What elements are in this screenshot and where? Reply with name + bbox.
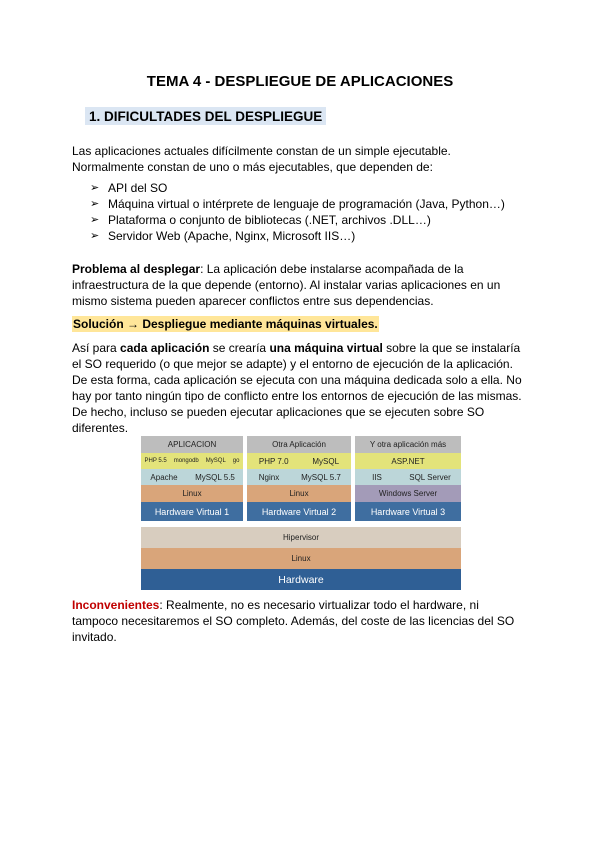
arrow-bullet-icon: ➢ — [90, 182, 100, 194]
intro-paragraph — [72, 143, 534, 175]
vm2-runtime-item: MySQL — [312, 456, 340, 466]
drawbacks-paragraph — [72, 597, 534, 645]
solution-line: De esta forma, cada aplicación se ejecuta con una máquina dedicada solo a ella. No — [72, 373, 522, 387]
list-item-text: Servidor Web (Apache, Nginx, Microsoft IIS…) — [108, 229, 356, 243]
solution-line-1 — [72, 340, 534, 356]
vm3-hardware: Hardware Virtual 3 — [355, 502, 461, 521]
drawbacks-line-1 — [72, 597, 534, 613]
drawbacks-label: Inconvenientes — [72, 598, 160, 612]
page-title: TEMA 4 - DESPLIEGUE DE APLICACIONES — [146, 73, 454, 90]
solution-highlight: Solución → Despliegue mediante máquinas virtuales. — [73, 317, 378, 331]
solution-heading — [72, 316, 534, 332]
vm2-hardware: Hardware Virtual 2 — [247, 502, 351, 521]
problem-line-1 — [72, 261, 534, 277]
drawbacks-line: invitado. — [72, 630, 117, 644]
solution-line: De hecho, incluso se pueden ejecutar aplicaciones que se ejecuten sobre SO — [72, 405, 485, 419]
hardware-layer: Hardware — [141, 569, 461, 590]
vm2-runtime — [247, 453, 351, 469]
hypervisor-layer: Hipervisor — [141, 527, 461, 548]
list-item — [90, 180, 505, 196]
drawbacks-line: tampoco necesitaremos el SO completo. Además, del coste de las licencias del SO — [72, 614, 515, 628]
vm1-os: Linux — [141, 485, 243, 502]
vm1-runtime-item: go — [232, 458, 240, 464]
problem-label: Problema al desplegar — [72, 262, 201, 276]
problem-paragraph — [72, 261, 534, 309]
solution-line: diferentes. — [72, 421, 129, 435]
problem-text: : La aplicación debe instalarse acompañada de la — [200, 262, 464, 276]
vm1-runtime — [141, 453, 243, 469]
arrow-bullet-icon: ➢ — [90, 198, 100, 210]
vm1-database: MySQL 5.5 — [187, 469, 243, 485]
solution-paragraph — [72, 340, 534, 436]
host-os-layer: Linux — [141, 548, 461, 569]
drawbacks-text: : Realmente, no es necesario virtualizar todo el hardware, ni — [159, 598, 479, 612]
vm3-app: Y otra aplicación más — [355, 436, 461, 453]
intro-line: Normalmente constan de uno o más ejecutables, que dependen de: — [72, 160, 433, 174]
vm2-database: MySQL 5.7 — [291, 469, 351, 485]
section-heading — [85, 107, 326, 125]
solution-line: el SO requerido (o que mejor se adapte) y el entorno de ejecución de la aplicación. — [72, 357, 513, 371]
problem-line: mismo sistema pueden aparecer conflictos entre sus dependencias. — [72, 294, 434, 308]
solution-line: hay por tanto ningún tipo de conflicto entre los entornos de ejecución de las mismas. — [72, 389, 522, 403]
vm2-runtime-item: PHP 7.0 — [258, 456, 289, 466]
solution-bold: una máquina virtual — [269, 341, 383, 355]
vm1-runtime-item: PHP 5.5 — [144, 458, 167, 464]
vm3-database: SQL Server — [399, 469, 461, 485]
solution-bold: cada aplicación — [120, 341, 210, 355]
vm1-server: Apache — [141, 469, 187, 485]
arrow-bullet-icon: ➢ — [90, 230, 100, 242]
vm2-app: Otra Aplicación — [247, 436, 351, 453]
list-item — [90, 228, 505, 244]
vm3-runtime: ASP.NET — [355, 453, 461, 469]
vm3-os: Windows Server — [355, 485, 461, 502]
list-item-text: Plataforma o conjunto de bibliotecas (.NET, archivos .DLL…) — [108, 213, 431, 227]
vm1-runtime-item: MySQL — [205, 458, 226, 464]
solution-text: Así para — [72, 341, 121, 355]
virtualization-diagram — [141, 436, 461, 590]
list-item-text: Máquina virtual o intérprete de lenguaje de programación (Java, Python…) — [108, 197, 505, 211]
vm2-os: Linux — [247, 485, 351, 502]
solution-text: se crearía — [209, 341, 270, 355]
arrow-bullet-icon: ➢ — [90, 214, 100, 226]
list-item — [90, 196, 505, 212]
vm2-server: Nginx — [247, 469, 291, 485]
dependency-list — [90, 180, 505, 244]
vm3-server: IIS — [355, 469, 399, 485]
problem-line: infraestructura de la que depende (entorno). Al instalar varias aplicaciones en un — [72, 278, 501, 292]
section-number: 1. — [89, 109, 101, 124]
list-item — [90, 212, 505, 228]
vm1-runtime-item: mongodb — [173, 458, 199, 464]
list-item-text: API del SO — [108, 181, 168, 195]
solution-text: sobre la que se instalaría — [382, 341, 521, 355]
section-title: DIFICULTADES DEL DESPLIEGUE — [104, 109, 323, 124]
vm1-app: APLICACION — [141, 436, 243, 453]
vm1-hardware: Hardware Virtual 1 — [141, 502, 243, 521]
intro-line: Las aplicaciones actuales difícilmente constan de un simple ejecutable. — [72, 144, 451, 158]
